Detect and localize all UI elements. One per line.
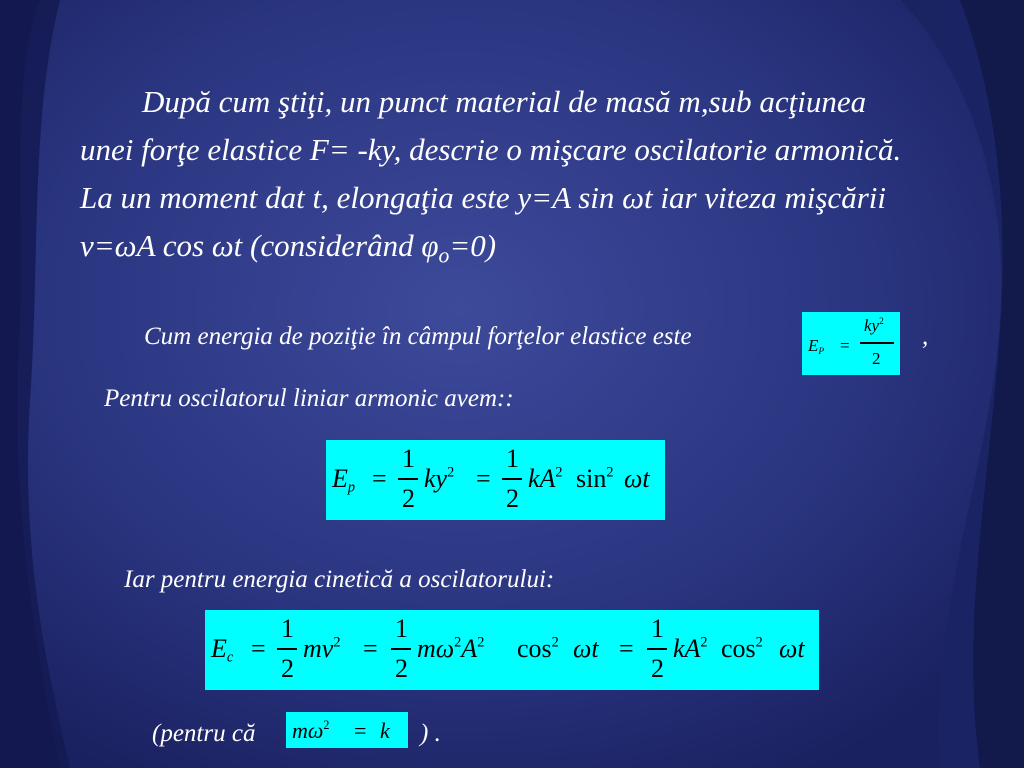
fraction-bar bbox=[277, 648, 297, 650]
kinetic-energy-formula: $E_c$ = 1 2 $mv^2$ = 1 2 $m\omega^2A^2$ $\cos^2$ ωt = 1 2 $kA^2$ $\cos^2$ ωt bbox=[205, 610, 819, 690]
kinetic-sentence: Iar pentru energia cinetică a oscilatorului: bbox=[124, 566, 555, 593]
because-close: ) . bbox=[420, 720, 441, 747]
potential-energy-sentence: Cum energia de poziţie în câmpul forţelor elastice este bbox=[144, 323, 692, 350]
fraction-bar bbox=[860, 342, 894, 344]
fraction-bar bbox=[398, 478, 418, 480]
small-ep-formula: $E_P$ = $ky^2$ 2 bbox=[802, 312, 900, 375]
intro-line-4: v=ωA cos ωt (considerând $\varphi_o=0$) bbox=[80, 228, 497, 268]
intro-line-3: La un moment dat t, elongaţia este y=A sin ωt iar viteza mişcării bbox=[80, 180, 886, 215]
fraction-bar bbox=[502, 478, 522, 480]
oscillator-sentence: Pentru oscilatorul liniar armonic avem:: bbox=[104, 385, 514, 412]
potential-energy-formula: $E_p$ = 1 2 $ky^2$ = 1 2 $kA^2$ $\sin^2$ ωt bbox=[326, 440, 665, 520]
intro-paragraph bbox=[80, 78, 1005, 270]
fraction-bar bbox=[647, 648, 667, 650]
intro-line-1: După cum ştiţi, un punct material de masă m,sub acţiunea bbox=[142, 84, 867, 119]
comma: , bbox=[922, 323, 929, 350]
because-open: (pentru că bbox=[152, 720, 256, 747]
fraction-bar bbox=[391, 648, 411, 650]
intro-line-2: unei forţe elastice F= -ky, descrie o mişcare oscilatorie armonică. bbox=[80, 132, 902, 167]
relation-formula: $m\omega^2$ = k bbox=[286, 712, 408, 748]
